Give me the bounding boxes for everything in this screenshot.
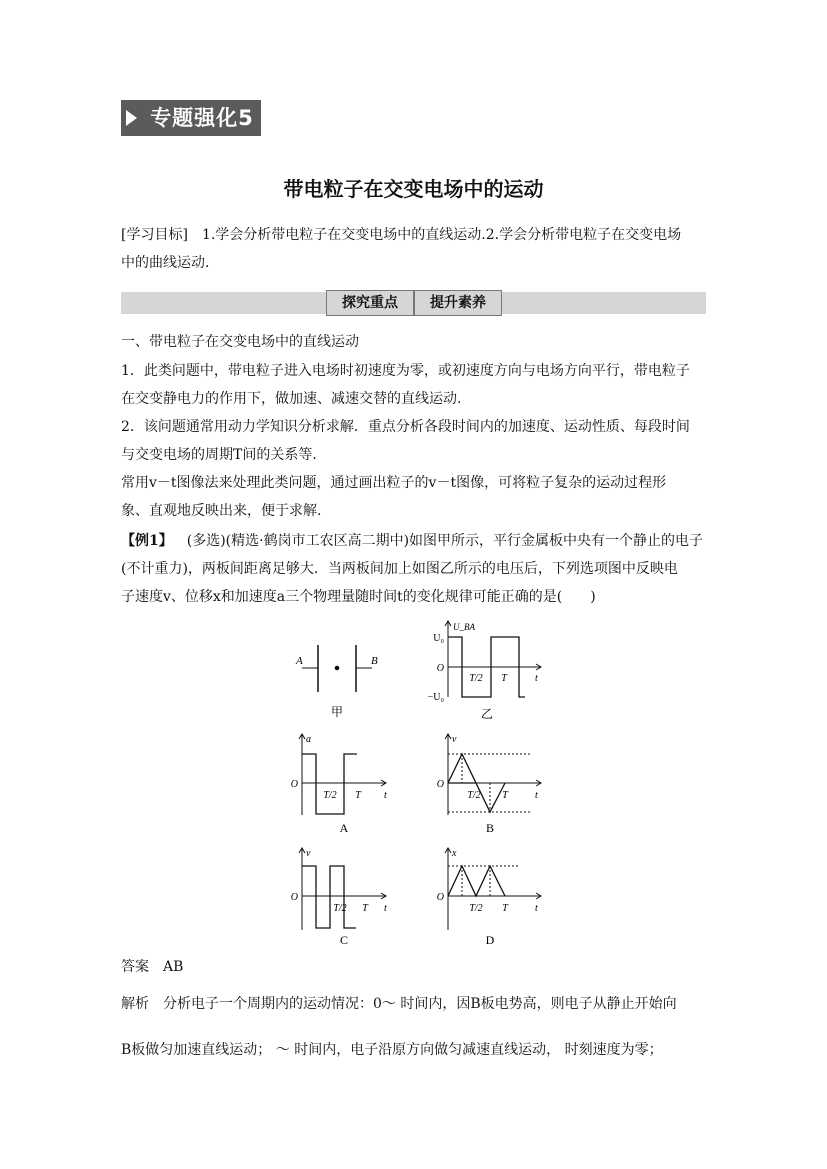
paragraph-2 [121, 413, 707, 469]
analysis-line2: B板做匀加速直线运动； ～ 时间内，电子沿原方向做匀减速直线运动， 时刻速度为零； [121, 1042, 663, 1058]
b-ylabel: v [452, 734, 457, 745]
example-line1: (多选)(精选·鹤岗市工农区高二期中)如图甲所示，平行金属板中央有一个静止的电子 [186, 533, 704, 549]
yi-period: T [501, 673, 507, 684]
section-heading: 一、带电粒子在交变电场中的直线运动 [121, 334, 359, 350]
a-caption: A [339, 821, 349, 835]
figure-d [445, 848, 541, 930]
b-origin: O [436, 779, 444, 790]
yi-half-period: T/2 [469, 673, 483, 684]
paragraph-3 [121, 469, 707, 525]
a-time: t [384, 790, 387, 801]
example-line2: (不计重力)，两板间距离足够大．当两板间加上如图乙所示的电压后，下列选项图中反映电 [121, 561, 678, 577]
objective-tag: [学习目标] [121, 227, 188, 243]
example-tag: 【例1】 [121, 533, 173, 549]
b-period: T [502, 790, 508, 801]
analysis-label: 解析 [121, 996, 149, 1012]
a-ylabel: a [306, 734, 311, 745]
analysis [121, 990, 707, 1064]
topic-banner [121, 100, 261, 136]
b-caption: B [485, 821, 495, 835]
b-half-period: T/2 [467, 790, 481, 801]
yi-origin: O [436, 663, 444, 674]
paragraph-1-line2: 在交变静电力的作用下，做加速、减速交替的直线运动. [121, 391, 462, 407]
figure-yi [445, 621, 541, 697]
figure-c [299, 848, 386, 930]
banner-arrow-icon [121, 100, 143, 136]
paragraph-3-line2: 象、直观地反映出来，便于求解. [121, 503, 322, 519]
figure-jia [302, 645, 372, 692]
yi-ylabel: U_BA [453, 622, 475, 632]
page-title: 带电粒子在交变电场中的运动 [283, 177, 544, 201]
paragraph-2-line1: 2．该问题通常用动力学知识分析求解．重点分析各段时间内的加速度、运动性质、每段时间 [121, 419, 690, 435]
paragraph-3-line1: 常用v－t图像法来处理此类问题，通过画出粒子的v－t图像，可将粒子复杂的运动过程形 [121, 475, 667, 491]
c-origin: O [290, 892, 298, 903]
figure-b [445, 734, 541, 815]
d-time: t [535, 903, 538, 914]
yi-u0: U₀ [433, 633, 444, 644]
objective-line2: 中的曲线运动. [121, 255, 210, 271]
section-label-right: 提升素养 [414, 290, 502, 316]
answer-label: 答案 [121, 959, 149, 975]
c-half-period: T/2 [333, 903, 347, 914]
jia-label-a: A [296, 655, 303, 667]
figure-a [299, 734, 386, 815]
c-period: T [362, 903, 368, 914]
yi-neg-u0: −U₀ [427, 692, 444, 703]
answer [121, 953, 707, 981]
c-ylabel: v [306, 848, 311, 859]
section-bar [121, 292, 706, 314]
d-origin: O [436, 892, 444, 903]
example-1 [121, 527, 707, 611]
c-time: t [384, 903, 387, 914]
analysis-line1: 分析电子一个周期内的运动情况：0～ 时间内，因B板电势高，则电子从静止开始向 [163, 996, 677, 1012]
paragraph-1 [121, 357, 707, 413]
jia-caption: 甲 [330, 705, 344, 719]
learning-objective [121, 221, 707, 277]
b-time: t [535, 790, 538, 801]
d-ylabel: x [452, 848, 457, 859]
paragraph-1-line1: 1．此类问题中，带电粒子进入电场时初速度为零，或初速度方向与电场方向平行，带电粒子 [121, 363, 690, 379]
a-origin: O [290, 779, 298, 790]
d-period: T [502, 903, 508, 914]
example-line3: 子速度v、位移x和加速度a三个物理量随时间t的变化规律可能正确的是( ) [121, 589, 596, 605]
a-period: T [355, 790, 361, 801]
paragraph-2-line2: 与交变电场的周期T间的关系等. [121, 447, 317, 463]
d-caption: D [485, 933, 495, 947]
yi-time: t [535, 673, 538, 684]
c-caption: C [339, 933, 349, 947]
section-label-left: 探究重点 [326, 290, 414, 316]
yi-caption: 乙 [480, 707, 494, 721]
d-half-period: T/2 [469, 903, 483, 914]
jia-label-b: B [371, 655, 378, 667]
banner-label: 专题强化5 [143, 100, 261, 136]
objective-line1: 1.学会分析带电粒子在交变电场中的直线运动.2.学会分析带电粒子在交变电场 [201, 227, 682, 243]
figures [0, 610, 827, 950]
a-half-period: T/2 [323, 790, 337, 801]
answer-value: AB [163, 959, 184, 975]
